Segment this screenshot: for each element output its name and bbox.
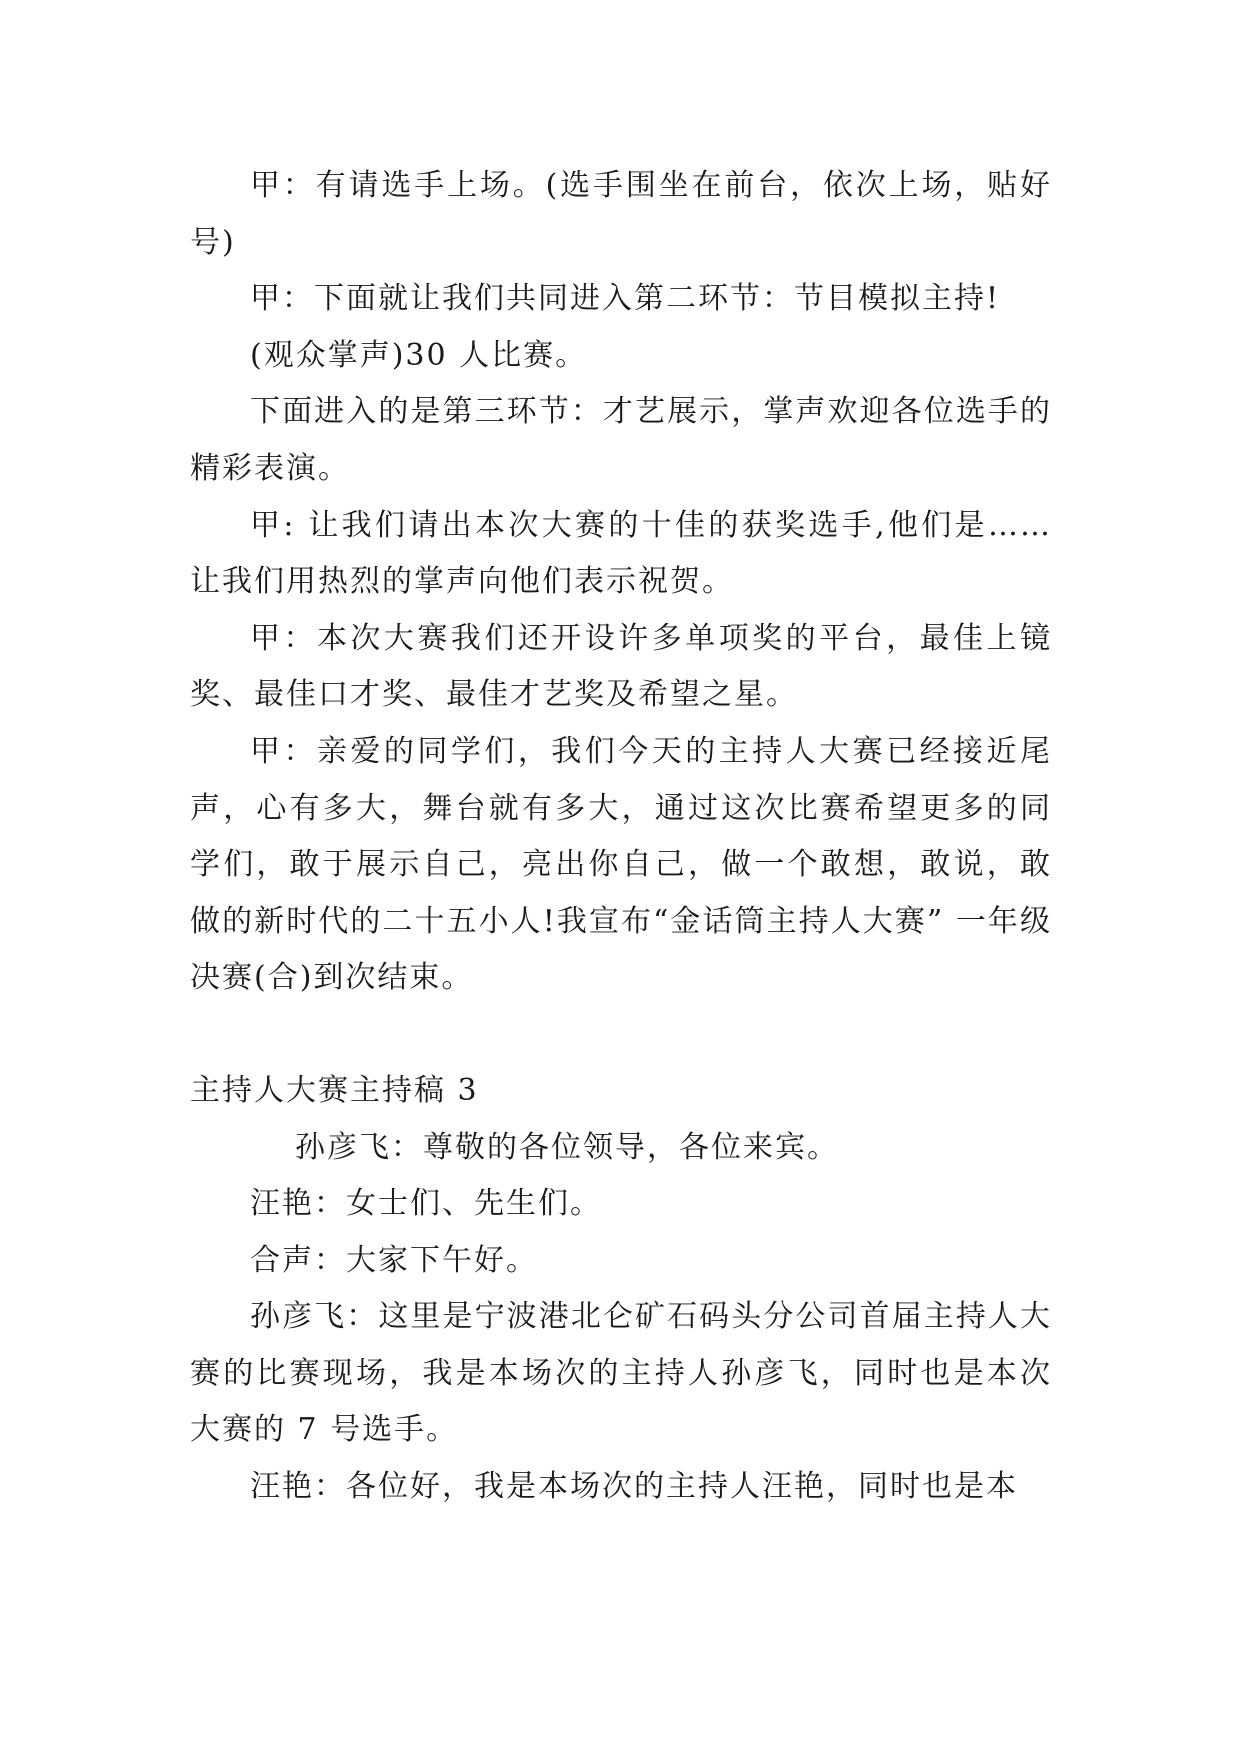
paragraph: 甲：有请选手上场。(选手围坐在前台，依次上场，贴好号) [190, 168, 1052, 260]
paragraph: 汪艳：女士们、先生们。 [250, 1186, 602, 1222]
paragraph: 下面进入的是第三环节：才艺展示，掌声欢迎各位选手的精彩表演。 [190, 394, 1052, 486]
paragraph: 甲：亲爱的同学们，我们今天的主持人大赛已经接近尾声，心有多大，舞台就有多大，通过这次比赛希望更多的同学们，敢于展示自己，亮出你自己，做一个敢想，敢说，敢做的新时代的二十五小人!我宣布“金话筒主持人大赛” 一年级决赛(合)到次结束。 [190, 733, 1052, 996]
paragraph: 孙彦飞：尊敬的各位领导，各位来宾。 [295, 1129, 839, 1165]
section-title: 主持人大赛主持稿 3 [190, 1072, 479, 1108]
paragraph: 甲：下面就让我们共同进入第二环节：节目模拟主持! [250, 281, 1001, 317]
paragraph: (观众掌声)30 人比赛。 [250, 337, 588, 373]
document-body [190, 158, 1052, 1516]
paragraph: 合声：大家下午好。 [250, 1242, 538, 1278]
paragraph: 甲：本次大赛我们还开设许多单项奖的平台，最佳上镜奖、最佳口才奖、最佳才艺奖及希望之星。 [190, 620, 1052, 713]
paragraph: 汪艳：各位好，我是本场次的主持人汪艳，同时也是本 [250, 1469, 1018, 1505]
paragraph: 甲: 让我们请出本次大赛的十佳的获奖选手,他们是……让我们用热烈的掌声向他们表示祝贺。 [190, 507, 1052, 600]
paragraph: 孙彦飞：这里是宁波港北仑矿石码头分公司首届主持人大赛的比赛现场，我是本场次的主持人孙彦飞，同时也是本次大赛的 7 号选手。 [190, 1299, 1052, 1448]
section-spacer [190, 1007, 1052, 1063]
